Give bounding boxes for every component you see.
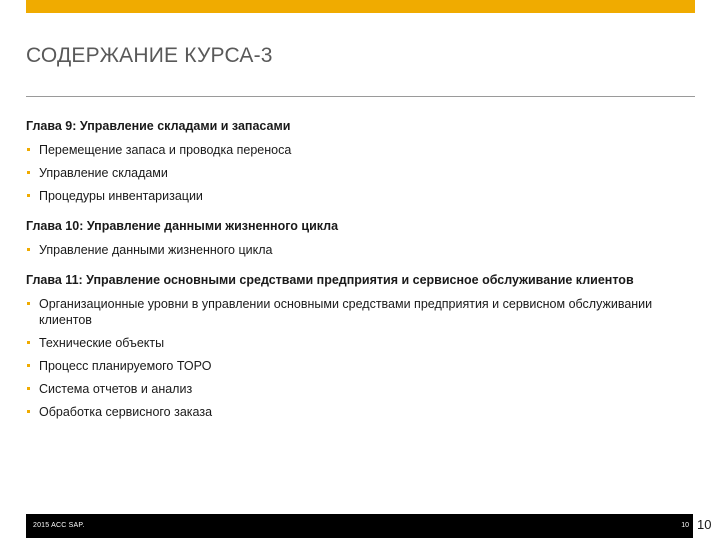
list-item	[26, 296, 686, 328]
list-item	[26, 358, 686, 374]
list-item-text: Процедуры инвентаризации	[39, 189, 203, 203]
chapter-heading: Глава 11: Управление основными средствами предприятия и сервисное обслуживание клиентов	[26, 273, 634, 287]
bullet-icon	[27, 341, 30, 344]
list-item	[26, 404, 686, 420]
title-divider	[26, 96, 695, 97]
course-content	[26, 118, 686, 420]
page-title: СОДЕРЖАНИЕ КУРСА-3	[26, 44, 273, 67]
bullet-icon	[27, 387, 30, 390]
list-item-text: Обработка сервисного заказа	[39, 405, 213, 419]
list-item	[26, 165, 686, 181]
bullet-icon	[27, 248, 30, 251]
bullet-icon	[27, 302, 30, 305]
chapter-heading: Глава 9: Управление складами и запасами	[26, 119, 291, 133]
list-item-text: Процесс планируемого ТОРО	[39, 359, 212, 373]
chapter-items	[26, 242, 686, 258]
chapter-section	[26, 118, 686, 204]
list-item-text: Перемещение запаса и проводка переноса	[39, 143, 292, 157]
list-item	[26, 188, 686, 204]
bullet-icon	[27, 364, 30, 367]
chapter-section	[26, 272, 686, 420]
list-item-text: Система отчетов и анализ	[39, 382, 193, 396]
list-item	[26, 142, 686, 158]
bullet-icon	[27, 194, 30, 197]
footer-copyright: 2015 ACC SAP.	[33, 522, 85, 529]
list-item	[26, 381, 686, 397]
chapter-items	[26, 296, 686, 420]
chapter-section	[26, 218, 686, 258]
chapter-heading: Глава 10: Управление данными жизненного цикла	[26, 219, 339, 233]
bullet-icon	[27, 410, 30, 413]
list-item-text: Технические объекты	[39, 336, 165, 350]
slide-number: 10	[697, 517, 712, 532]
bullet-icon	[27, 171, 30, 174]
top-accent-bar	[26, 0, 695, 13]
footer-page-number: 10	[681, 522, 689, 529]
list-item	[26, 335, 686, 351]
list-item-text: Управление складами	[39, 166, 168, 180]
list-item-text: Управление данными жизненного цикла	[39, 243, 273, 257]
footer-bar	[26, 514, 693, 538]
chapter-items	[26, 142, 686, 204]
list-item-text: Организационные уровни в управлении основными средствами предприятия и сервисном обслуживании клиентов	[39, 297, 653, 327]
bullet-icon	[27, 148, 30, 151]
list-item	[26, 242, 686, 258]
